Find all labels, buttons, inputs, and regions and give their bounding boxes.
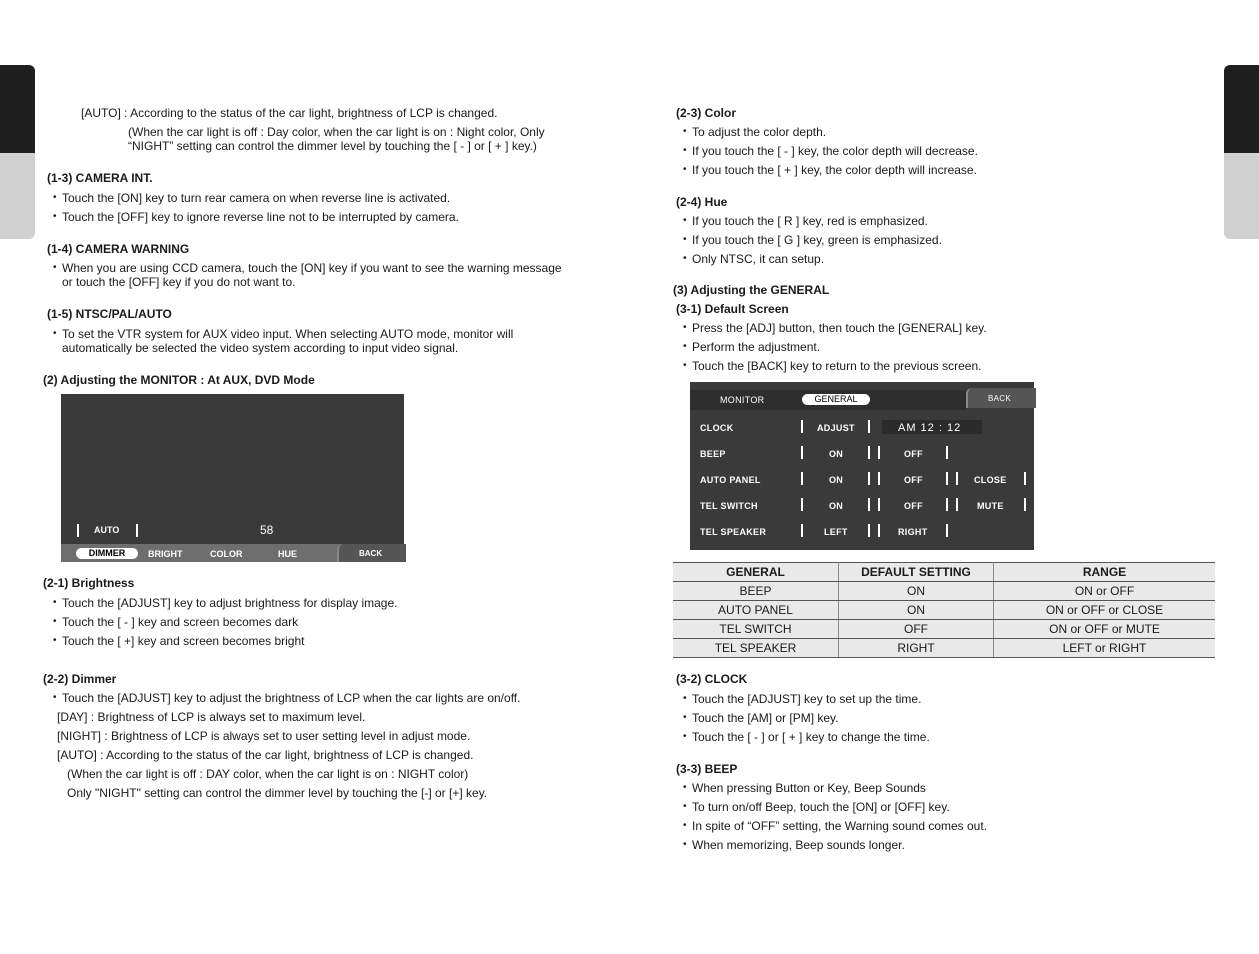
beep-off-button[interactable]: OFF bbox=[904, 449, 923, 459]
section-3-2-bullet-3: • Touch the [ - ] or [ + ] key to change the time. bbox=[692, 730, 930, 744]
tel-switch-off-button[interactable]: OFF bbox=[904, 501, 923, 511]
section-2-4-bullet-2: • If you touch the [ G ] key, green is emphasized. bbox=[692, 233, 942, 247]
divider bbox=[956, 498, 958, 511]
label-tel-switch: TEL SWITCH bbox=[700, 501, 758, 511]
back-label: BACK bbox=[988, 394, 1011, 403]
table-header: GENERAL bbox=[673, 563, 839, 582]
section-2-2-title: (2-2) Dimmer bbox=[43, 672, 117, 686]
section-2-2-line-3: [AUTO] : According to the status of the car light, brightness of LCP is changed. bbox=[57, 748, 474, 762]
divider bbox=[868, 446, 870, 459]
divider bbox=[801, 446, 803, 459]
section-2-1-bullet-2: • Touch the [ - ] key and screen becomes dark bbox=[62, 615, 298, 629]
section-2-2-line-1: [DAY] : Brightness of LCP is always set to maximum level. bbox=[57, 710, 366, 724]
section-3-2-title: (3-2) CLOCK bbox=[676, 672, 748, 686]
tab-dimmer[interactable]: DIMMER bbox=[76, 548, 138, 559]
section-2-3-bullet-1: • To adjust the color depth. bbox=[692, 125, 826, 139]
back-button[interactable] bbox=[966, 388, 1036, 408]
section-3-3-bullet-3: • In spite of “OFF” setting, the Warning sound comes out. bbox=[692, 819, 987, 833]
label-clock: CLOCK bbox=[700, 423, 734, 433]
back-label: BACK bbox=[359, 549, 383, 558]
table-cell: OFF bbox=[839, 620, 994, 639]
divider bbox=[868, 420, 870, 433]
table-row bbox=[673, 582, 1215, 601]
divider bbox=[868, 472, 870, 485]
table-header-row bbox=[673, 563, 1215, 582]
tel-speaker-left-button[interactable]: LEFT bbox=[824, 527, 848, 537]
divider bbox=[1024, 498, 1026, 511]
left-edge-tab-gray bbox=[0, 153, 35, 239]
tab-color[interactable]: COLOR bbox=[210, 549, 243, 559]
tab-general[interactable]: GENERAL bbox=[802, 394, 870, 405]
section-2-3-title: (2-3) Color bbox=[676, 106, 736, 120]
table-cell: BEEP bbox=[673, 582, 839, 601]
table-cell: RIGHT bbox=[839, 639, 994, 658]
auto-panel-on-button[interactable]: ON bbox=[829, 475, 844, 485]
section-3-3-bullet-2: • To turn on/off Beep, touch the [ON] or [OFF] key. bbox=[692, 800, 950, 814]
monitor-adjust-screen bbox=[61, 394, 404, 562]
table-cell: LEFT or RIGHT bbox=[994, 639, 1216, 658]
section-3-1-bullet-1: • Press the [ADJ] button, then touch the [GENERAL] key. bbox=[692, 321, 987, 335]
table-cell: ON or OFF bbox=[994, 582, 1216, 601]
divider bbox=[946, 498, 948, 511]
section-3-1-title: (3-1) Default Screen bbox=[676, 302, 789, 316]
table-cell: ON or OFF or MUTE bbox=[994, 620, 1216, 639]
table-row bbox=[673, 639, 1215, 658]
divider bbox=[878, 472, 880, 485]
section-3-1-bullet-2: • Perform the adjustment. bbox=[692, 340, 820, 354]
label-tel-speaker: TEL SPEAKER bbox=[700, 527, 767, 537]
divider bbox=[801, 472, 803, 485]
divider bbox=[878, 446, 880, 459]
section-1-3-bullet-2: • Touch the [OFF] key to ignore reverse line not to be interrupted by camera. bbox=[62, 210, 459, 224]
section-1-4-bullet-1-cont: or touch the [OFF] key if you do not want to. bbox=[62, 275, 296, 289]
divider bbox=[801, 420, 803, 433]
beep-on-button[interactable]: ON bbox=[829, 449, 844, 459]
level-value: 58 bbox=[260, 523, 274, 537]
section-2-2-line-2: [NIGHT] : Brightness of LCP is always set to user setting level in adjust mode. bbox=[57, 729, 471, 743]
section-1-5-bullet-1: • To set the VTR system for AUX video input. When selecting AUTO mode, monitor will bbox=[62, 327, 513, 341]
tel-switch-on-button[interactable]: ON bbox=[829, 501, 844, 511]
tab-bright[interactable]: BRIGHT bbox=[148, 549, 183, 559]
right-edge-tab-dark bbox=[1224, 65, 1259, 153]
section-2-title: (2) Adjusting the MONITOR : At AUX, DVD Mode bbox=[43, 373, 315, 387]
section-2-1-title: (2-1) Brightness bbox=[43, 576, 135, 590]
divider bbox=[878, 524, 880, 537]
back-button[interactable] bbox=[337, 544, 406, 562]
section-3-3-bullet-1: • When pressing Button or Key, Beep Sounds bbox=[692, 781, 926, 795]
section-1-5-bullet-1-cont: automatically be selected the video system according to input video signal. bbox=[62, 341, 459, 355]
table-header: DEFAULT SETTING bbox=[839, 563, 994, 582]
auto-panel-off-button[interactable]: OFF bbox=[904, 475, 923, 485]
auto-button[interactable]: AUTO bbox=[94, 525, 120, 535]
auto-line-1: [AUTO] : According to the status of the car light, brightness of LCP is changed. bbox=[81, 106, 498, 120]
section-3-2-bullet-1: • Touch the [ADJUST] key to set up the time. bbox=[692, 692, 921, 706]
tab-monitor[interactable]: MONITOR bbox=[720, 395, 765, 405]
section-2-2-line-5: Only "NIGHT" setting can control the dimmer level by touching the [-] or [+] key. bbox=[67, 786, 488, 800]
table-row bbox=[673, 601, 1215, 620]
section-2-4-bullet-1: • If you touch the [ R ] key, red is emphasized. bbox=[692, 214, 928, 228]
divider bbox=[946, 472, 948, 485]
section-1-5-title: (1-5) NTSC/PAL/AUTO bbox=[47, 307, 172, 321]
section-3-2-bullet-2: • Touch the [AM] or [PM] key. bbox=[692, 711, 839, 725]
section-1-4-bullet-1: • When you are using CCD camera, touch the [ON] key if you want to see the warning message bbox=[62, 261, 562, 275]
section-2-4-title: (2-4) Hue bbox=[676, 195, 728, 209]
section-1-4-title: (1-4) CAMERA WARNING bbox=[47, 242, 190, 256]
section-3-title: (3) Adjusting the GENERAL bbox=[673, 283, 830, 297]
right-edge-tab-gray bbox=[1224, 153, 1259, 239]
divider bbox=[956, 472, 958, 485]
section-2-2-line-4: (When the car light is off : DAY color, when the car light is on : NIGHT color) bbox=[67, 767, 469, 781]
section-2-3-bullet-3: • If you touch the [ + ] key, the color depth will increase. bbox=[692, 163, 977, 177]
table-cell: TEL SWITCH bbox=[673, 620, 839, 639]
tel-switch-mute-button[interactable]: MUTE bbox=[977, 501, 1004, 511]
left-edge-tab-dark bbox=[0, 65, 35, 153]
section-2-3-bullet-2: • If you touch the [ - ] key, the color depth will decrease. bbox=[692, 144, 978, 158]
table-cell: ON or OFF or CLOSE bbox=[994, 601, 1216, 620]
table-row bbox=[673, 620, 1215, 639]
general-settings-screen bbox=[690, 382, 1034, 550]
section-1-3-title: (1-3) CAMERA INT. bbox=[47, 171, 153, 185]
table-cell: TEL SPEAKER bbox=[673, 639, 839, 658]
section-3-1-bullet-3: • Touch the [BACK] key to return to the previous screen. bbox=[692, 359, 981, 373]
general-settings-table bbox=[673, 562, 1215, 658]
time-display: AM 12 : 12 bbox=[898, 422, 962, 434]
divider bbox=[801, 524, 803, 537]
divider bbox=[801, 498, 803, 511]
divider bbox=[878, 498, 880, 511]
table-header: RANGE bbox=[994, 563, 1216, 582]
divider bbox=[136, 524, 138, 537]
section-2-1-bullet-1: • Touch the [ADJUST] key to adjust brightness for display image. bbox=[62, 596, 398, 610]
divider bbox=[868, 524, 870, 537]
auto-line-3: “NIGHT” setting can control the dimmer level by touching the [ - ] or [ + ] key.) bbox=[128, 139, 537, 153]
table-cell: AUTO PANEL bbox=[673, 601, 839, 620]
divider bbox=[77, 524, 79, 537]
auto-line-2: (When the car light is off : Day color, when the car light is on : Night color, Only bbox=[128, 125, 545, 139]
section-3-3-title: (3-3) BEEP bbox=[676, 762, 738, 776]
section-3-3-bullet-4: • When memorizing, Beep sounds longer. bbox=[692, 838, 905, 852]
section-2-4-bullet-3: • Only NTSC, it can setup. bbox=[692, 252, 824, 266]
divider bbox=[1024, 472, 1026, 485]
divider bbox=[946, 446, 948, 459]
section-1-3-bullet-1: • Touch the [ON] key to turn rear camera on when reverse line is activated. bbox=[62, 191, 450, 205]
label-beep: BEEP bbox=[700, 449, 726, 459]
auto-panel-close-button[interactable]: CLOSE bbox=[974, 475, 1007, 485]
section-2-2-bullet-1: • Touch the [ADJUST] key to adjust the brightness of LCP when the car lights are on/off. bbox=[62, 691, 520, 705]
label-auto-panel: AUTO PANEL bbox=[700, 475, 761, 485]
table-cell: ON bbox=[839, 582, 994, 601]
monitor-tab-bar bbox=[61, 544, 404, 562]
divider bbox=[868, 498, 870, 511]
table-cell: ON bbox=[839, 601, 994, 620]
tab-hue[interactable]: HUE bbox=[278, 549, 298, 559]
adjust-button[interactable]: ADJUST bbox=[817, 423, 855, 433]
tel-speaker-right-button[interactable]: RIGHT bbox=[898, 527, 928, 537]
divider bbox=[946, 524, 948, 537]
section-2-1-bullet-3: • Touch the [ +] key and screen becomes bright bbox=[62, 634, 304, 648]
